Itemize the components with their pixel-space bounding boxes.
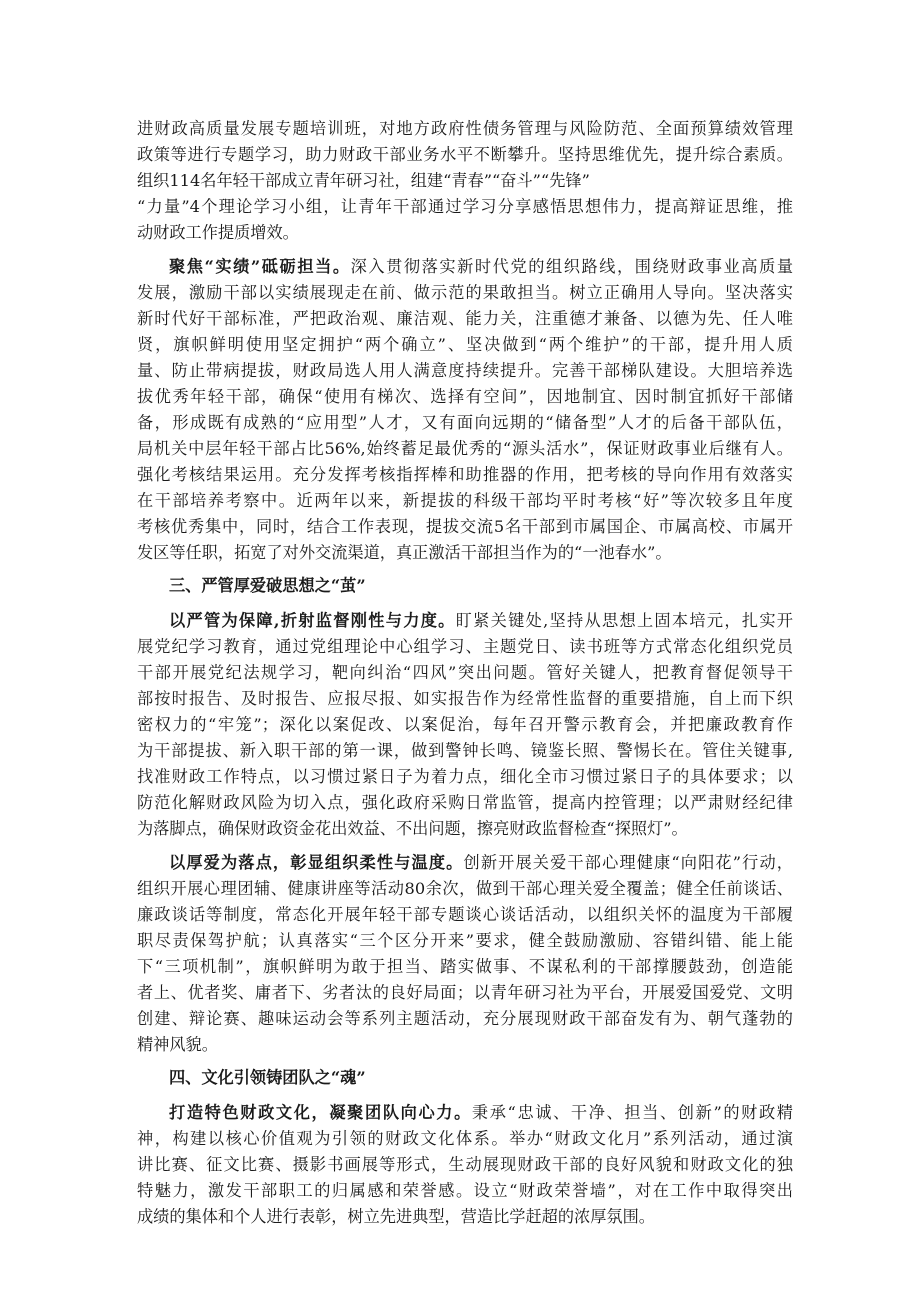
paragraph-first-line <box>169 254 793 280</box>
text-line: 备，形成既有成熟的“应用型”人才，又有面向远期的“储备型”人才的后备干部队伍， <box>137 413 793 432</box>
text-line: 精神风貌。 <box>137 1035 218 1054</box>
paragraph-lead: 以厚爱为落点，彰显组织柔性与温度。 <box>169 853 464 872</box>
text-line: 找准财政工作特点，以习惯过紧日子为着力点，细化全市习惯过紧日子的具体要求；以 <box>137 767 793 786</box>
text-line: 组织114名年轻干部成立青年研习社，组建“青春”“奋斗”“先锋” <box>137 171 590 190</box>
text-run: 深入贯彻落实新时代党的组织路线，围绕财政事业高质量 <box>350 257 794 276</box>
text-line: 成绩的集体和个人进行表彰，树立先进典型，营造比学赶超的浓厚氛围。 <box>137 1207 655 1226</box>
text-line: 特魅力，激发干部职工的归属感和荣誉感。设立“财政荣誉墙”，对在工作中取得突出 <box>137 1181 793 1200</box>
paragraph-first-line <box>169 608 793 634</box>
text-line: 考核优秀集中，同时，结合工作表现，提拔交流5名干部到市属国企、市属高校、市属开 <box>137 517 793 536</box>
paragraph-first-line <box>169 850 793 876</box>
text-line: “力量”4个理论学习小组，让青年干部通过学习分享感悟思想伟力，提高辩证思维，推 <box>137 197 793 216</box>
text-line: 防范化解财政风险为切入点，强化政府采购日常监管，提高内控管理；以严肃财经纪律 <box>137 793 793 812</box>
paragraph-lead: 聚焦“实绩”砥砺担当。 <box>169 257 351 276</box>
text-run: 秉承“忠诚、干净、担当、创新”的财政精 <box>471 1103 793 1122</box>
paragraph-lead: 以严管为保障,折射监督刚性与力度。 <box>169 611 456 630</box>
text-run: 盯紧关键处,坚持从思想上固本培元，扎实开 <box>455 611 793 630</box>
text-line: 组织开展心理团辅、健康讲座等活动80余次，做到干部心理关爱全覆盖；健全任前谈话、 <box>137 879 793 898</box>
text-line: 政策等进行专题学习，助力财政干部业务水平不断攀升。坚持思维优先，提升综合素质。 <box>137 145 793 164</box>
text-line: 强化考核结果运用。充分发挥考核指挥棒和助推器的作用，把考核的导向作用有效落实 <box>137 465 793 484</box>
text-line: 创建、辩论赛、趣味运动会等系列主题活动，充分展现财政干部奋发有为、朝气蓬勃的 <box>137 1009 793 1028</box>
text-line: 密权力的“牢笼”；深化以案促改、以案促治，每年召开警示教育会，并把廉政教育作 <box>137 715 793 734</box>
text-line: 部按时报告、及时报告、应报尽报、如实报告作为经常性监督的重要措施，自上而下织 <box>137 689 793 708</box>
text-line: 贤，旗帜鲜明使用坚定拥护“两个确立”、坚决做到“两个维护”的干部，提升用人质 <box>137 335 793 354</box>
text-line: 展党纪学习教育，通过党组理论中心组学习、主题党日、读书班等方式常态化组织党员 <box>137 637 793 656</box>
text-line: 发区等任职，拓宽了对外交流渠道，真正激活干部担当作为的“一池春水”。 <box>137 543 672 562</box>
paragraph-first-line <box>169 1100 793 1126</box>
text-line: 量、防止带病提拔，财政局选人用人满意度持续提升。完善干部梯队建设。大胆培养选 <box>137 361 793 380</box>
text-run: 创新开展关爱干部心理健康“向阳花”行动， <box>463 853 793 872</box>
text-line: 为落脚点，确保财政资金花出效益、不出问题，擦亮财政监督检查“探照灯”。 <box>137 819 688 838</box>
text-line: 干部开展党纪法规学习，靶向纠治“四风”突出问题。管好关键人，把教育督促领导干 <box>137 663 793 682</box>
text-line: 发展，激励干部以实绩展现走在前、做示范的果敢担当。树立正确用人导向。坚决落实 <box>137 283 793 302</box>
text-line: 者上、优者奖、庸者下、劣者汰的良好局面；以青年研习社为平台，开展爱国爱党、文明 <box>137 983 793 1002</box>
text-line: 神，构建以核心价值观为引领的财政文化体系。举办“财政文化月”系列活动，通过演 <box>137 1129 793 1148</box>
text-line: 为干部提拔、新入职干部的第一课，做到警钟长鸣、镜鉴长照、警惕长在。管住关键事, <box>137 741 793 760</box>
text-line: 职尽责保驾护航；认真落实“三个区分开来”要求，健全鼓励激励、容错纠错、能上能 <box>137 931 793 950</box>
text-line: 拔优秀年轻干部，确保“使用有梯次、选择有空间”，因地制宜、因时制宜抓好干部储 <box>137 387 793 406</box>
text-line: 局机关中层年轻干部占比56%,始终蓄足最优秀的“源头活水”，保证财政事业后继有人。 <box>137 439 793 458</box>
section-heading: 四、文化引领铸团队之“魂” <box>169 1068 366 1087</box>
text-line: 在干部培养考察中。近两年以来，新提拔的科级干部均平时考核“好”等次较多且年度 <box>137 491 793 510</box>
section-heading: 三、严管厚爱破思想之“茧” <box>169 576 366 595</box>
text-line: 进财政高质量发展专题培训班，对地方政府性债务管理与风险防范、全面预算绩效管理 <box>137 119 793 138</box>
paragraph-lead: 打造特色财政文化，凝聚团队向心力。 <box>169 1103 472 1122</box>
text-line: 动财政工作提质增效。 <box>137 223 299 242</box>
text-line: 廉政谈话等制度，常态化开展年轻干部专题谈心谈话活动，以组织关怀的温度为干部履 <box>137 905 793 924</box>
text-line: 讲比赛、征文比赛、摄影书画展等形式，生动展现财政干部的良好风貌和财政文化的独 <box>137 1155 793 1174</box>
text-line: 新时代好干部标准，严把政治观、廉洁观、能力关，注重德才兼备、以德为先、任人唯 <box>137 309 793 328</box>
text-line: 下“三项机制”，旗帜鲜明为敢于担当、踏实做事、不谋私利的干部撑腰鼓劲，创造能 <box>137 957 793 976</box>
